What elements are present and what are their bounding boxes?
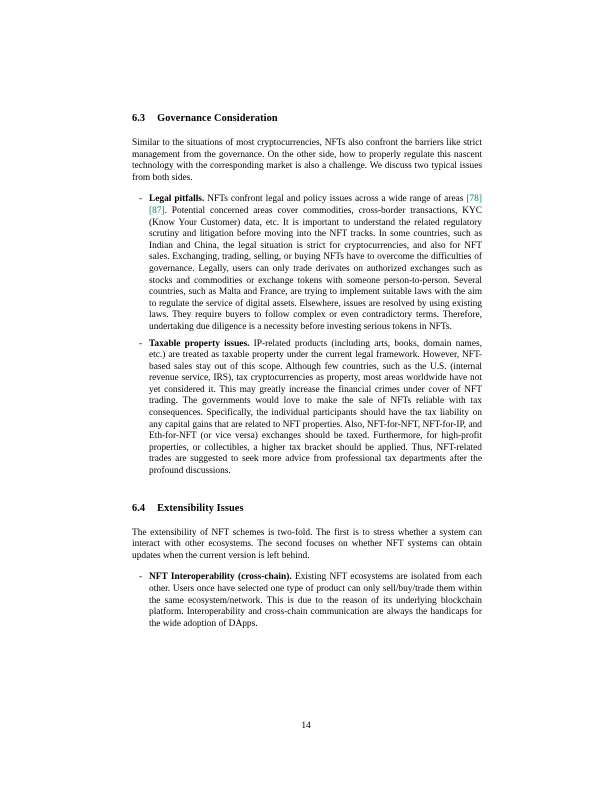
governance-issue-list — [132, 194, 482, 477]
list-item-nft-interoperability — [132, 572, 482, 630]
page-number: 14 — [301, 721, 311, 731]
extensibility-issue-list — [132, 572, 482, 630]
section-6-3-intro: Similar to the situations of most cryptocurrencies, NFTs also confront the barriers like strict management from the governance. On the other side, how to properly regulate this nascent technology with the corresponding market is also a challenge. We discuss two typical issues from both sides. — [132, 138, 482, 183]
section-6-3-heading — [132, 113, 482, 124]
page-content — [132, 113, 482, 635]
item-text-after-citations: . Potential concerned areas cover commodities, cross-border transactions, KYC (Know Your Customer) data, etc. It is important to understand the related regulatory scrutiny and litigation before moving into the NFT tracks. In some countries, such as Indian and China, the legal situation is strict for cryptocurrencies, and also for NFT sales. Exchanging, trading, selling, or buying NFTs have to overcome the difficulties of governance. Legally, users can only trade derivates on authorized exchanges such as stocks and commodities or exchange tokens with someone person-to-person. Several countries, such as Malta and France, are trying to implement suitable laws with the aim to regulate the service of digital assets. Elsewhere, issues are resolved by using existing laws. They require buyers to follow complex or even contradictory terms. Therefore, undertaking due diligence is a necessity before investing serious tokens in NFTs. — [149, 205, 482, 332]
section-6-4-intro: The extensibility of NFT schemes is two-fold. The first is to stress whether a system can interact with other ecosystems. The second focuses on whether NFT systems can obtain updates when the current version is left behind. — [132, 527, 482, 561]
list-item-taxable-property — [132, 339, 482, 478]
item-lead-taxable-property: Taxable property issues. — [149, 338, 250, 349]
section-6-4-title: Extensibility Issues — [157, 502, 244, 514]
citation-78-link[interactable]: [78] — [466, 194, 482, 205]
section-6-4-number: 6.4 — [132, 502, 146, 514]
item-lead-nft-interoperability: NFT Interoperability (cross-chain). — [149, 572, 292, 583]
dash-marker: - — [139, 338, 143, 349]
citation-87-link[interactable]: [87] — [149, 205, 165, 216]
item-text-taxable-property: IP-related products (including arts, books, domain names, etc.) are treated as taxable property under the current legal framework. However, NFT-based sales stay out of this scope. Although few countries, such as the U.S. (internal revenue service, IRS), tax cryptocurrencies as property, most areas worldwide have not yet considered it. This may greatly increase the financial crimes under cover of NFT trading. The governments would love to make the sale of NFTs reliable with tax consequences. Specifically, the individual participants should have the tax liability on any capital gains that are related to NFT properties. Also, NFT-for-NFT, NFT-for-IP, and Eth-for-NFT (or vice versa) exchanges should be taxed. Furthermore, for high-profit properties, or collectibles, a higher tax bracket should be applied. Thus, NFT-related trades are suggested to seek more advice from professional tax departments after the profound discussions. — [149, 338, 482, 477]
section-6-4-heading — [132, 503, 482, 514]
list-item-legal-pitfalls — [132, 194, 482, 333]
dash-marker: - — [139, 572, 143, 583]
section-6-3-title: Governance Consideration — [157, 113, 278, 124]
item-lead-legal-pitfalls: Legal pitfalls. — [149, 194, 205, 205]
section-6-3-number: 6.3 — [132, 113, 146, 124]
item-text-nft-interoperability: Existing NFT ecosystems are isolated from each other. Users once have selected one type of product can only sell/buy/trade them within the same ecosystem/network. This is due to the reason of its underlying blockchain platform. Interoperability and cross-chain communication are always the handicaps for the wide adoption of DApps. — [149, 572, 482, 629]
dash-marker: - — [139, 194, 143, 205]
item-text-before-citations: NFTs confront legal and policy issues across a wide range of areas — [204, 194, 467, 205]
